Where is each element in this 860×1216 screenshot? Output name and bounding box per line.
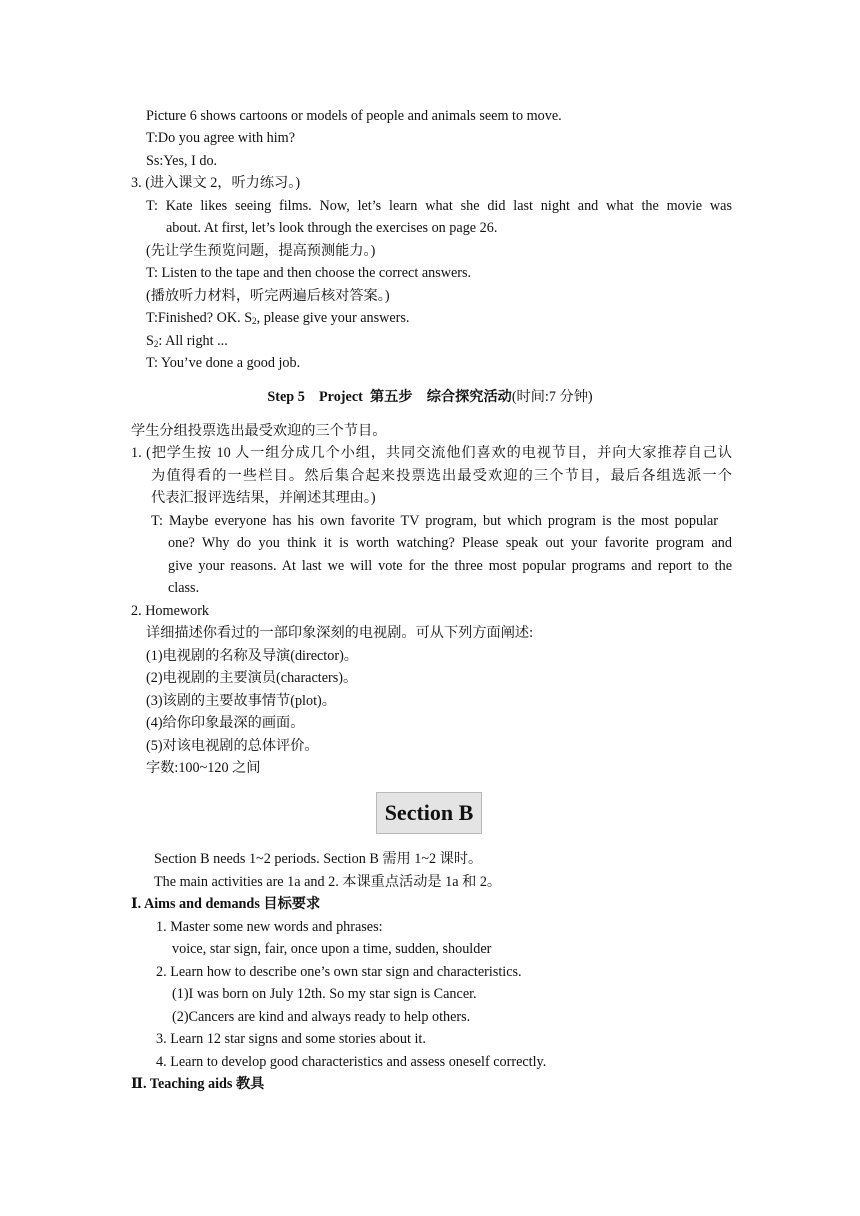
list-item: 1. (把学生按 10 人一组分成几个小组，共同交流他们喜欢的电视节目，并向大家推荐自己认 bbox=[131, 445, 732, 461]
text-line: 字数:100~120 之间 bbox=[146, 760, 261, 776]
text-line: T: Kate likes seeing films. Now, let’s learn what she did last night and what the movie was bbox=[146, 198, 732, 214]
list-item: 4. Learn to develop good characteristics and assess oneself correctly. bbox=[156, 1054, 547, 1070]
text-line: (先让学生预览问题，提高预测能力。) bbox=[146, 243, 376, 259]
text-line: The main activities are 1a and 2. 本课重点活动是 1a 和 2。 bbox=[154, 874, 502, 890]
text-line: $S_2$: All right ... bbox=[146, 333, 228, 349]
text-line: 详细描述你看过的一部印象深刻的电视剧。可从下列方面阐述: bbox=[146, 625, 534, 641]
text-line: T: You’ve done a good job. bbox=[146, 355, 301, 371]
text-line: Ss:Yes, I do. bbox=[146, 153, 218, 169]
list-item: (5)对该电视剧的总体评价。 bbox=[146, 738, 319, 754]
step-heading: Step 5 Project 第五步 综合探究活动(时间:7 分钟) bbox=[267, 389, 593, 405]
text-line: (1)I was born on July 12th. So my star sign is Cancer. bbox=[172, 986, 477, 1002]
section-heading: Ⅰ. Aims and demands 目标要求 bbox=[131, 896, 321, 912]
list-item: 3. Learn 12 star signs and some stories about it. bbox=[156, 1031, 426, 1047]
text-line: 为值得看的一些栏目。然后集合起来投票选出最受欢迎的三个节目，最后各组选派一个 bbox=[151, 468, 732, 484]
section-title: Section B bbox=[384, 800, 474, 825]
text-line: T: Maybe everyone has his own favorite TV program, but which program is the most popular bbox=[151, 513, 718, 529]
text-line: T: Listen to the tape and then choose the correct answers. bbox=[146, 265, 472, 281]
list-item: 2. Learn how to describe one’s own star sign and characteristics. bbox=[156, 964, 522, 980]
text-line: (2)Cancers are kind and always ready to help others. bbox=[172, 1009, 471, 1025]
text-line: give your reasons. At last we will vote for the three most popular programs and report to the bbox=[168, 558, 732, 574]
list-item: 3. (进入课文 2，听力练习。) bbox=[131, 175, 301, 191]
text-line: voice, star sign, fair, once upon a time, sudden, shoulder bbox=[172, 941, 492, 957]
text-line: T:Do you agree with him? bbox=[146, 130, 296, 146]
list-item: (3)该剧的主要故事情节(plot)。 bbox=[146, 693, 336, 709]
text-line: 代表汇报评选结果，并阐述其理由。) bbox=[151, 490, 376, 506]
section-b-title-box bbox=[376, 792, 482, 834]
text-line: (播放听力材料，听完两遍后核对答案。) bbox=[146, 288, 390, 304]
text-line: 学生分组投票选出最受欢迎的三个节目。 bbox=[131, 423, 387, 439]
text-line: one? Why do you think it is worth watching? Please speak out your favorite program and bbox=[168, 535, 732, 551]
section-heading: Ⅱ. Teaching aids 教具 bbox=[131, 1076, 265, 1092]
text-line: T:Finished? OK. $S_2$, please give your answers. bbox=[146, 310, 410, 326]
text-line: Section B needs 1~2 periods. Section B 需用 1~2 课时。 bbox=[154, 851, 483, 867]
list-item: (1)电视剧的名称及导演(director)。 bbox=[146, 648, 358, 664]
list-item: (2)电视剧的主要演员(characters)。 bbox=[146, 670, 358, 686]
text-line: class. bbox=[168, 580, 200, 596]
text-line: about. At first, let’s look through the exercises on page 26. bbox=[166, 220, 498, 236]
text-line: Picture 6 shows cartoons or models of people and animals seem to move. bbox=[146, 108, 562, 124]
list-item: 2. Homework bbox=[131, 603, 210, 619]
list-item: 1. Master some new words and phrases: bbox=[156, 919, 383, 935]
list-item: (4)给你印象最深的画面。 bbox=[146, 715, 305, 731]
